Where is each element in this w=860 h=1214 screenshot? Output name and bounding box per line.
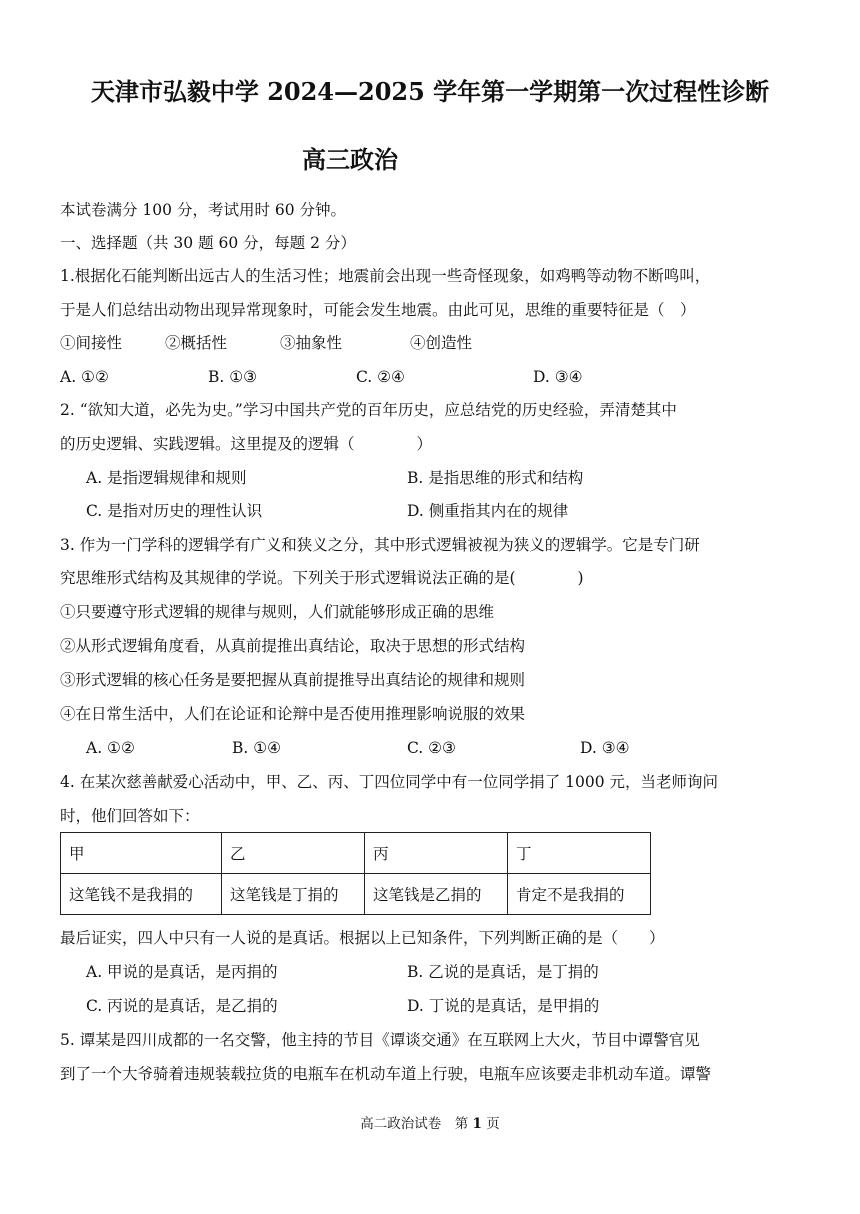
q1-item-2: ②概括性 xyxy=(165,334,228,352)
exam-info: 本试卷满分 100 分，考试用时 60 分钟。 xyxy=(60,201,347,219)
q4-text-line2: 时，他们回答如下： xyxy=(60,807,200,825)
page-title: 天津市弘毅中学 2024—2025 学年第一学期第一次过程性诊断 xyxy=(90,77,770,106)
q2-option-b: B. 是指思维的形式和结构 xyxy=(407,469,584,487)
q1-item-4: ④创造性 xyxy=(410,334,473,352)
q3-option-c: C. ②③ xyxy=(407,739,456,757)
q3-item-3: ③形式逻辑的核心任务是要把握从真前提推导出真结论的规律和规则 xyxy=(60,671,526,689)
q2-option-a: A. 是指逻辑规律和规则 xyxy=(86,469,247,487)
q1-text-line2: 于是人们总结出动物出现异常现象时，可能会发生地震。由此可见，思维的重要特征是（ ） xyxy=(60,301,696,319)
q3-item-4: ④在日常生活中，人们在论证和论辩中是否使用推理影响说服的效果 xyxy=(60,705,526,723)
table-cell: 这笔钱是丁捐的 xyxy=(222,874,365,915)
q3-text-line2: 究思维形式结构及其规律的学说。下列关于形式逻辑说法正确的是( ) xyxy=(60,569,584,587)
q1-item-3: ③抽象性 xyxy=(280,334,343,352)
q5-text-line2: 到了一个大爷骑着违规装载拉货的电瓶车在机动车道上行驶，电瓶车应该要走非机动车道。谭警 xyxy=(60,1065,712,1083)
q1-option-b: B. ①③ xyxy=(208,368,258,386)
q2-text-line2: 的历史逻辑、实践逻辑。这里提及的逻辑（ ） xyxy=(60,435,433,453)
table-cell: 这笔钱不是我捐的 xyxy=(61,874,222,915)
q3-item-1: ①只要遵守形式逻辑的规律与规则，人们就能够形成正确的思维 xyxy=(60,603,495,621)
q4-option-c: C. 丙说的是真话，是乙捐的 xyxy=(86,997,278,1015)
q3-option-a: A. ①② xyxy=(86,739,135,757)
q1-option-d: D. ③④ xyxy=(533,368,583,386)
q1-text-line1: 1.根据化石能判断出远古人的生活习性；地震前会出现一些奇怪现象，如鸡鸭等动物不断鸣叫， xyxy=(60,267,711,285)
table-cell: 甲 xyxy=(61,833,222,874)
footer-suffix: 页 xyxy=(486,1116,500,1132)
q3-option-b: B. ①④ xyxy=(232,739,282,757)
q4-table xyxy=(60,832,651,915)
q5-text-line1: 5. 谭某是四川成都的一名交警，他主持的节目《谭谈交通》在互联网上大火，节目中谭警官见 xyxy=(60,1031,700,1049)
q3-option-d: D. ③④ xyxy=(580,739,630,757)
q4-text-line3: 最后证实，四人中只有一人说的是真话。根据以上已知条件，下列判断正确的是（ ） xyxy=(60,929,665,947)
table-cell: 乙 xyxy=(222,833,365,874)
q2-text-line1: 2. “欲知大道，必先为史。”学习中国共产党的百年历史，应总结党的历史经验，弄清楚其中 xyxy=(60,401,677,419)
page-subtitle: 高三政治 xyxy=(302,145,398,174)
table-header-row xyxy=(61,833,651,874)
section-heading: 一、选择题（共 30 题 60 分，每题 2 分） xyxy=(60,234,356,252)
q3-item-2: ②从形式逻辑角度看，从真前提推出真结论，取决于思想的形式结构 xyxy=(60,637,526,655)
footer-label: 高二政治试卷 第 xyxy=(360,1116,469,1132)
q1-option-c: C. ②④ xyxy=(356,368,405,386)
table-cell: 这笔钱是乙捐的 xyxy=(365,874,508,915)
page-number: 1 xyxy=(472,1116,482,1132)
table-cell: 丙 xyxy=(365,833,508,874)
q2-option-c: C. 是指对历史的理性认识 xyxy=(86,502,263,520)
table-cell: 丁 xyxy=(508,833,651,874)
q4-text-line1: 4. 在某次慈善献爱心活动中，甲、乙、丙、丁四位同学中有一位同学捐了 1000 元，当老师询问 xyxy=(60,773,719,791)
table-cell: 肯定不是我捐的 xyxy=(508,874,651,915)
q4-option-b: B. 乙说的是真话，是丁捐的 xyxy=(407,963,599,981)
q1-option-a: A. ①② xyxy=(60,368,109,386)
page-footer xyxy=(0,1112,860,1132)
q4-option-d: D. 丁说的是真话，是甲捐的 xyxy=(407,997,600,1015)
q4-option-a: A. 甲说的是真话，是丙捐的 xyxy=(86,963,278,981)
q1-item-1: ①间接性 xyxy=(60,334,123,352)
q3-text-line1: 3. 作为一门学科的逻辑学有广义和狭义之分，其中形式逻辑被视为狭义的逻辑学。它是专门研 xyxy=(60,536,700,554)
table-row xyxy=(61,874,651,915)
q2-option-d: D. 侧重指其内在的规律 xyxy=(407,502,569,520)
